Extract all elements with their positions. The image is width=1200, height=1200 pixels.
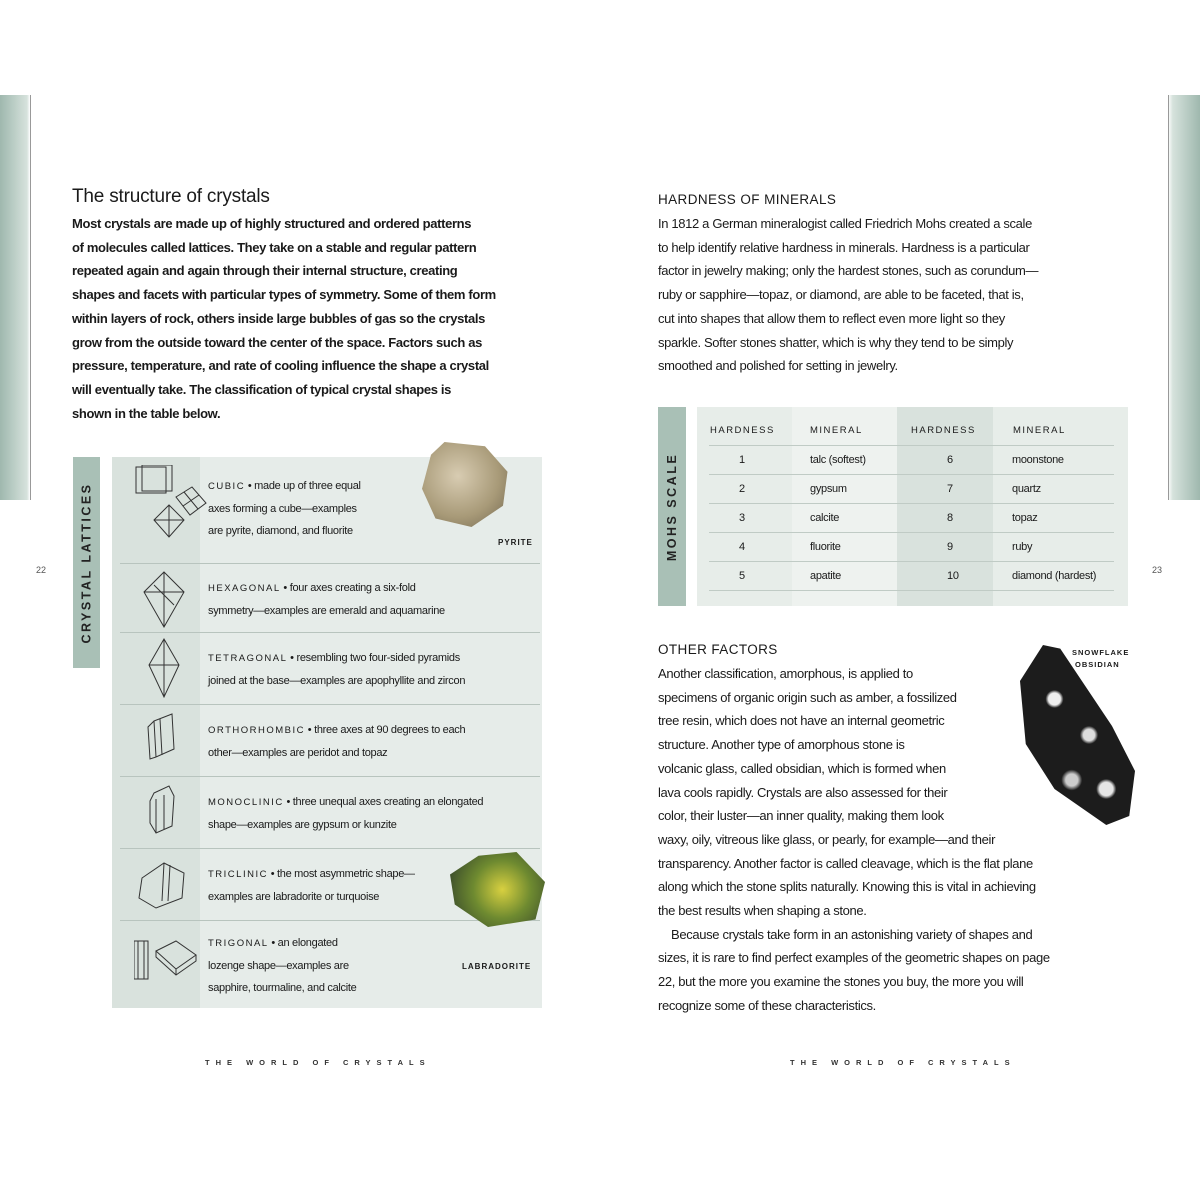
description-line <box>208 742 465 764</box>
mineral-cell: gypsum <box>810 483 847 495</box>
crystal-system-name: HEXAGONAL <box>208 582 281 594</box>
mineral-cell: quartz <box>1012 483 1041 495</box>
obsidian-caption-line2: OBSIDIAN <box>1075 660 1120 669</box>
description-text: three axes at 90 degrees to each <box>314 724 466 736</box>
description-line <box>208 498 361 520</box>
description-text: axes forming a cube—examples <box>208 503 357 515</box>
hardness-cell: 9 <box>947 541 953 553</box>
description-line <box>208 670 465 692</box>
hardness-cell: 7 <box>947 483 953 495</box>
mohs-row <box>709 532 1114 561</box>
description-line <box>208 647 465 670</box>
description-text: sapphire, tourmaline, and calcite <box>208 982 357 994</box>
hardness-paragraph <box>658 212 1038 378</box>
footer-left: THE WORLD OF CRYSTALS <box>205 1058 431 1067</box>
table-bottom-rule <box>709 590 1114 619</box>
page-number-right: 23 <box>1152 565 1163 575</box>
crystal-system-name: TRICLINIC <box>208 869 268 880</box>
triclinic-crystal-icon <box>134 853 210 929</box>
page-number-left: 22 <box>36 565 47 575</box>
description-text: the most asymmetric shape— <box>277 868 415 880</box>
text-line: tree resin, which does not have an internal geometric <box>658 713 945 729</box>
orthorhombic-crystal-icon <box>134 709 210 785</box>
text-line: In 1812 a German mineralogist called Friedrich Mohs created a scale <box>658 216 1032 231</box>
text-line: structure. Another type of amorphous stone is <box>658 737 905 753</box>
cubic-crystal-icon <box>134 465 210 541</box>
text-line: ruby or sapphire—topaz, or diamond, are able to be faceted, that is, <box>658 287 1024 303</box>
description-text: lozenge shape—examples are <box>208 960 349 972</box>
text-line: grow from the outside toward the center of the space. Factors such as <box>72 334 482 350</box>
text-line: cut into shapes that allow them to reflect even more light so they <box>658 310 1005 326</box>
description-text: other—examples are peridot and topaz <box>208 747 388 759</box>
crystal-description <box>208 475 361 542</box>
text-line: the best results when shaping a stone. <box>658 903 867 919</box>
crystal-row-tetragonal <box>120 632 540 704</box>
text-line: sparkle. Softer stones shatter, which is why they tend to be simply <box>658 334 1014 350</box>
mineral-cell: diamond (hardest) <box>1012 570 1097 582</box>
text-line: 22, but the more you examine the stones you buy, the more you will <box>658 974 1024 990</box>
mineral-cell: fluorite <box>810 541 841 553</box>
page-title: The structure of crystals <box>72 186 270 207</box>
text-line: will eventually take. The classification of typical crystal shapes is <box>72 381 452 397</box>
mohs-row <box>709 561 1114 590</box>
crystal-lattices-label: CRYSTAL LATTICES <box>73 457 100 668</box>
description-text: examples are labradorite or turquoise <box>208 891 380 903</box>
tetragonal-crystal-icon <box>134 637 210 713</box>
text-line: shown in the table below. <box>72 405 221 421</box>
mineral-cell: calcite <box>810 512 840 524</box>
mohs-header: MINERAL <box>1013 425 1066 436</box>
description-line <box>208 932 356 955</box>
hardness-cell: 8 <box>947 512 953 524</box>
mohs-header: HARDNESS <box>710 425 775 436</box>
trigonal-crystal-icon <box>134 933 210 1009</box>
description-line <box>208 977 356 999</box>
mineral-cell: talc (softest) <box>810 454 866 466</box>
crystal-description <box>208 719 465 764</box>
bullet: • <box>268 937 278 949</box>
text-line: transparency. Another factor is called cleavage, which is the flat plane <box>658 855 1033 871</box>
right-page-edge-tint <box>1168 95 1200 500</box>
description-line <box>208 791 483 814</box>
obsidian-caption-line1: SNOWFLAKE <box>1072 648 1130 657</box>
mineral-cell: apatite <box>810 570 841 582</box>
description-text: symmetry—examples are emerald and aquamarine <box>208 604 445 617</box>
hardness-cell: 3 <box>739 512 745 524</box>
description-line <box>208 475 361 498</box>
mohs-row <box>709 474 1114 503</box>
text-line: recognize some of these characteristics. <box>658 997 876 1013</box>
mohs-row <box>709 503 1114 532</box>
crystal-system-name: CUBIC <box>208 481 246 492</box>
hardness-cell: 1 <box>739 454 745 466</box>
description-line <box>208 814 483 836</box>
bullet: • <box>305 724 315 736</box>
left-margin-rule <box>30 95 31 500</box>
description-line <box>208 719 465 742</box>
text-line: factor in jewelry making; only the hardest stones, such as corundum— <box>658 263 1039 279</box>
crystal-row-monoclinic <box>120 776 540 848</box>
text-line: within layers of rock, others inside large bubbles of gas so the crystals <box>72 310 485 326</box>
bullet: • <box>267 868 278 880</box>
crystal-description <box>208 577 445 622</box>
text-line: waxy, oily, vitreous like glass, or pearly, for example—and their <box>658 831 996 847</box>
crystal-row-orthorhombic <box>120 704 540 776</box>
mohs-header: MINERAL <box>810 425 863 436</box>
bullet: • <box>287 652 297 664</box>
crystal-lattices-table <box>112 457 542 1008</box>
description-text: are pyrite, diamond, and fluorite <box>208 525 353 537</box>
text-line: along which the stone splits naturally. Knowing this is vital in achieving <box>658 879 1036 895</box>
bullet: • <box>283 796 293 808</box>
mineral-cell: moonstone <box>1012 454 1064 466</box>
other-factors-heading: OTHER FACTORS <box>658 642 778 657</box>
left-page-edge-tint <box>0 95 30 500</box>
description-text: four axes creating a six-fold <box>289 581 416 594</box>
text-line: smoothed and polished for setting in jewelry. <box>658 358 898 374</box>
description-line <box>208 577 445 600</box>
crystal-system-name: TETRAGONAL <box>208 653 288 664</box>
description-line <box>208 600 445 622</box>
bullet: • <box>245 480 255 492</box>
bullet: • <box>280 581 290 594</box>
text-line: color, their luster—an inner quality, making them look <box>658 808 944 824</box>
description-text: resembling two four-sided pyramids <box>296 652 460 664</box>
monoclinic-crystal-icon <box>134 781 210 857</box>
description-line <box>208 863 415 886</box>
mohs-header: HARDNESS <box>911 425 976 436</box>
description-line <box>208 886 415 908</box>
description-text: shape—examples are gypsum or kunzite <box>208 819 397 831</box>
text-line: lava cools rapidly. Crystals are also assessed for their <box>658 784 948 800</box>
crystal-description <box>208 932 356 999</box>
hardness-cell: 5 <box>739 570 745 582</box>
text-line: repeated again and again through their internal structure, creating <box>72 263 458 279</box>
crystal-description <box>208 863 415 908</box>
text-line: pressure, temperature, and rate of cooling influence the shape a crystal <box>72 358 489 374</box>
text-line: specimens of organic origin such as amber, a fossilized <box>658 689 957 705</box>
right-margin-rule <box>1168 95 1169 500</box>
description-line <box>208 520 361 542</box>
crystal-system-name: MONOCLINIC <box>208 797 284 808</box>
crystal-description <box>208 791 483 836</box>
mineral-cell: ruby <box>1012 541 1033 553</box>
description-text: joined at the base—examples are apophyllite and zircon <box>208 675 466 687</box>
intro-paragraph <box>72 212 496 425</box>
text-line: of molecules called lattices. They take on a stable and regular pattern <box>72 239 477 255</box>
hardness-cell: 4 <box>739 541 745 553</box>
hardness-cell: 2 <box>739 483 745 495</box>
pyrite-caption: PYRITE <box>498 538 533 547</box>
description-text: made up of three equal <box>254 480 361 492</box>
text-line: sizes, it is rare to find perfect examples of the geometric shapes on page <box>658 950 1050 966</box>
description-text: three unequal axes creating an elongated <box>292 796 484 808</box>
crystal-system-name: TRIGONAL <box>208 938 269 949</box>
crystal-description <box>208 647 465 692</box>
crystal-system-name: ORTHORHOMBIC <box>208 725 305 736</box>
text-line: to help identify relative hardness in minerals. Hardness is a particular <box>658 239 1030 255</box>
hardness-cell: 6 <box>947 454 953 466</box>
description-line <box>208 955 356 977</box>
other-factors-paragraph <box>658 662 1050 1018</box>
mohs-row <box>709 445 1114 474</box>
crystal-row-hexagonal <box>120 563 540 632</box>
mohs-scale-table <box>697 407 1128 606</box>
footer-right: THE WORLD OF CRYSTALS <box>790 1058 1016 1067</box>
hardness-heading: HARDNESS OF MINERALS <box>658 192 837 207</box>
text-line: Most crystals are made up of highly structured and ordered patterns <box>72 216 472 231</box>
text-line: Because crystals take form in an astonishing variety of shapes and <box>658 926 1033 942</box>
hardness-cell: 10 <box>947 570 959 582</box>
text-line: volcanic glass, called obsidian, which is formed when <box>658 760 946 776</box>
labradorite-caption: LABRADORITE <box>462 962 532 971</box>
description-text: an elongated <box>277 937 338 949</box>
mineral-cell: topaz <box>1012 512 1038 524</box>
text-line: Another classification, amorphous, is applied to <box>658 666 913 681</box>
mohs-scale-label: MOHS SCALE <box>658 407 686 606</box>
text-line: shapes and facets with particular types of symmetry. Some of them form <box>72 287 496 303</box>
